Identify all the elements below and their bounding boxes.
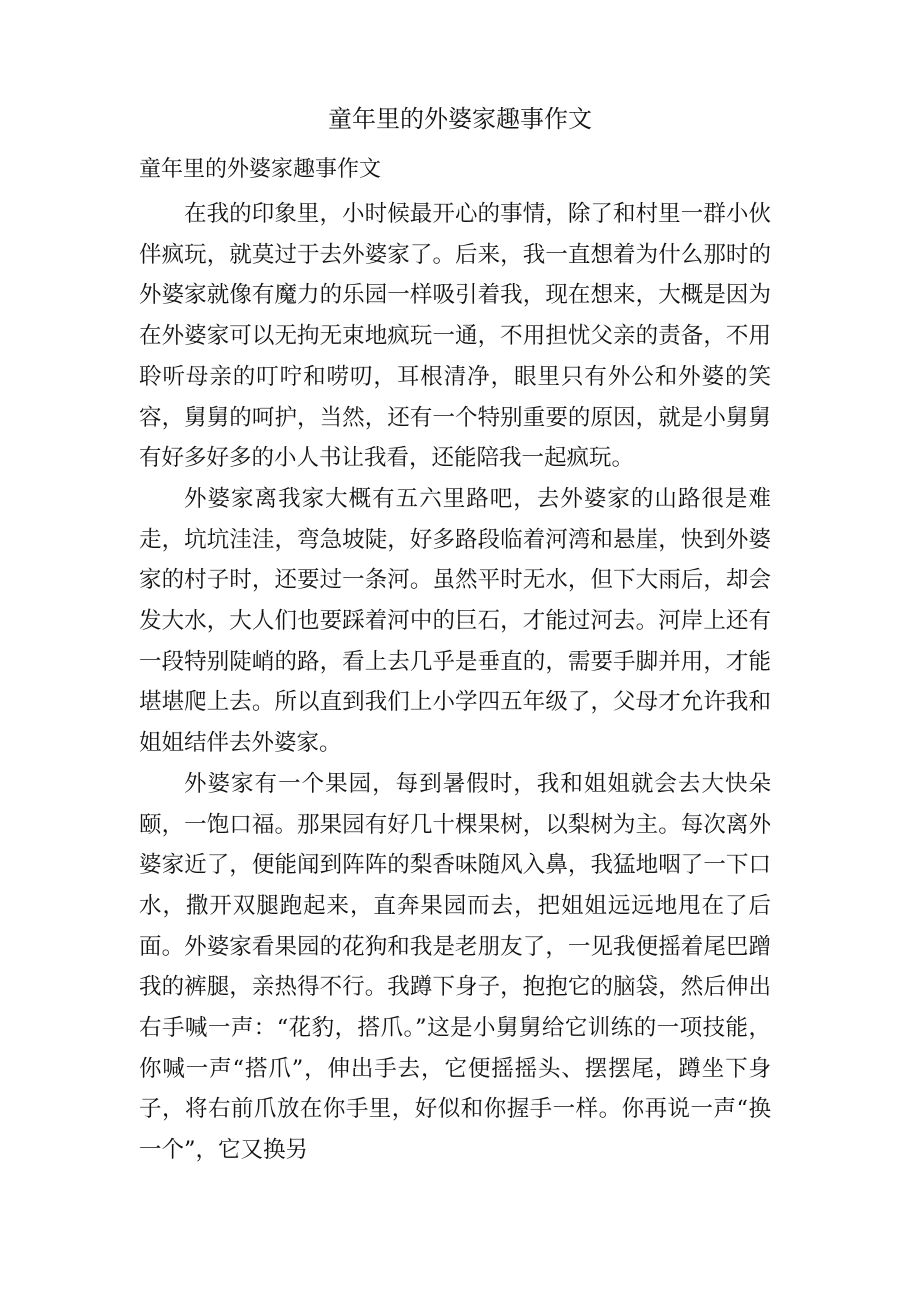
- paragraph-3: 外婆家有一个果园，每到暑假时，我和姐姐就会去大快朵颐，一饱口福。那果园有好几十棵果树，以梨树为主。每次离外婆家近了，便能闻到阵阵的梨香味随风入鼻，我猛地咽了一下口水，撒开双腿跑起来，直奔果园而去，把姐姐远远地甩在了后面。外婆家看果园的花狗和我是老朋友了，一见我便摇着尾巴蹭我的裤腿，亲热得不行。我蹲下身子，抱抱它的脑袋，然后伸出右手喊一声：“花豹，搭爪。”这是小舅舅给它训练的一项技能，你喊一声“搭爪”，伸出手去，它便摇摇头、摆摆尾，蹲坐下身子，将右前爪放在你手里，好似和你握手一样。你再说一声“换一个”，它又换另: [139, 770, 771, 1164]
- document-body: [139, 194, 771, 1171]
- document-subtitle: 童年里的外婆家趣事作文: [139, 157, 382, 182]
- document-title: 童年里的外婆家趣事作文: [328, 105, 592, 133]
- paragraph-1: 在我的印象里，小时候最开心的事情，除了和村里一群小伙伴疯玩，就莫过于去外婆家了。后来，我一直想着为什么那时的外婆家就像有魔力的乐园一样吸引着我，现在想来，大概是因为在外婆家可以无拘无束地疯玩一通，不用担忧父亲的责备，不用聆听母亲的叮咛和唠叨，耳根清净，眼里只有外公和外婆的笑容，舅舅的呵护，当然，还有一个特别重要的原因，就是小舅舅有好多好多的小人书让我看，还能陪我一起疯玩。: [139, 201, 771, 472]
- paragraph-2: 外婆家离我家大概有五六里路吧，去外婆家的山路很是难走，坑坑洼洼，弯急坡陡，好多路段临着河湾和悬崖，快到外婆家的村子时，还要过一条河。虽然平时无水，但下大雨后，却会发大水，大人们也要踩着河中的巨石，才能过河去。河岸上还有一段特别陡峭的路，看上去几乎是垂直的，需要手脚并用，才能堪堪爬上去。所以直到我们上小学四五年级了，父母才允许我和姐姐结伴去外婆家。: [139, 485, 771, 757]
